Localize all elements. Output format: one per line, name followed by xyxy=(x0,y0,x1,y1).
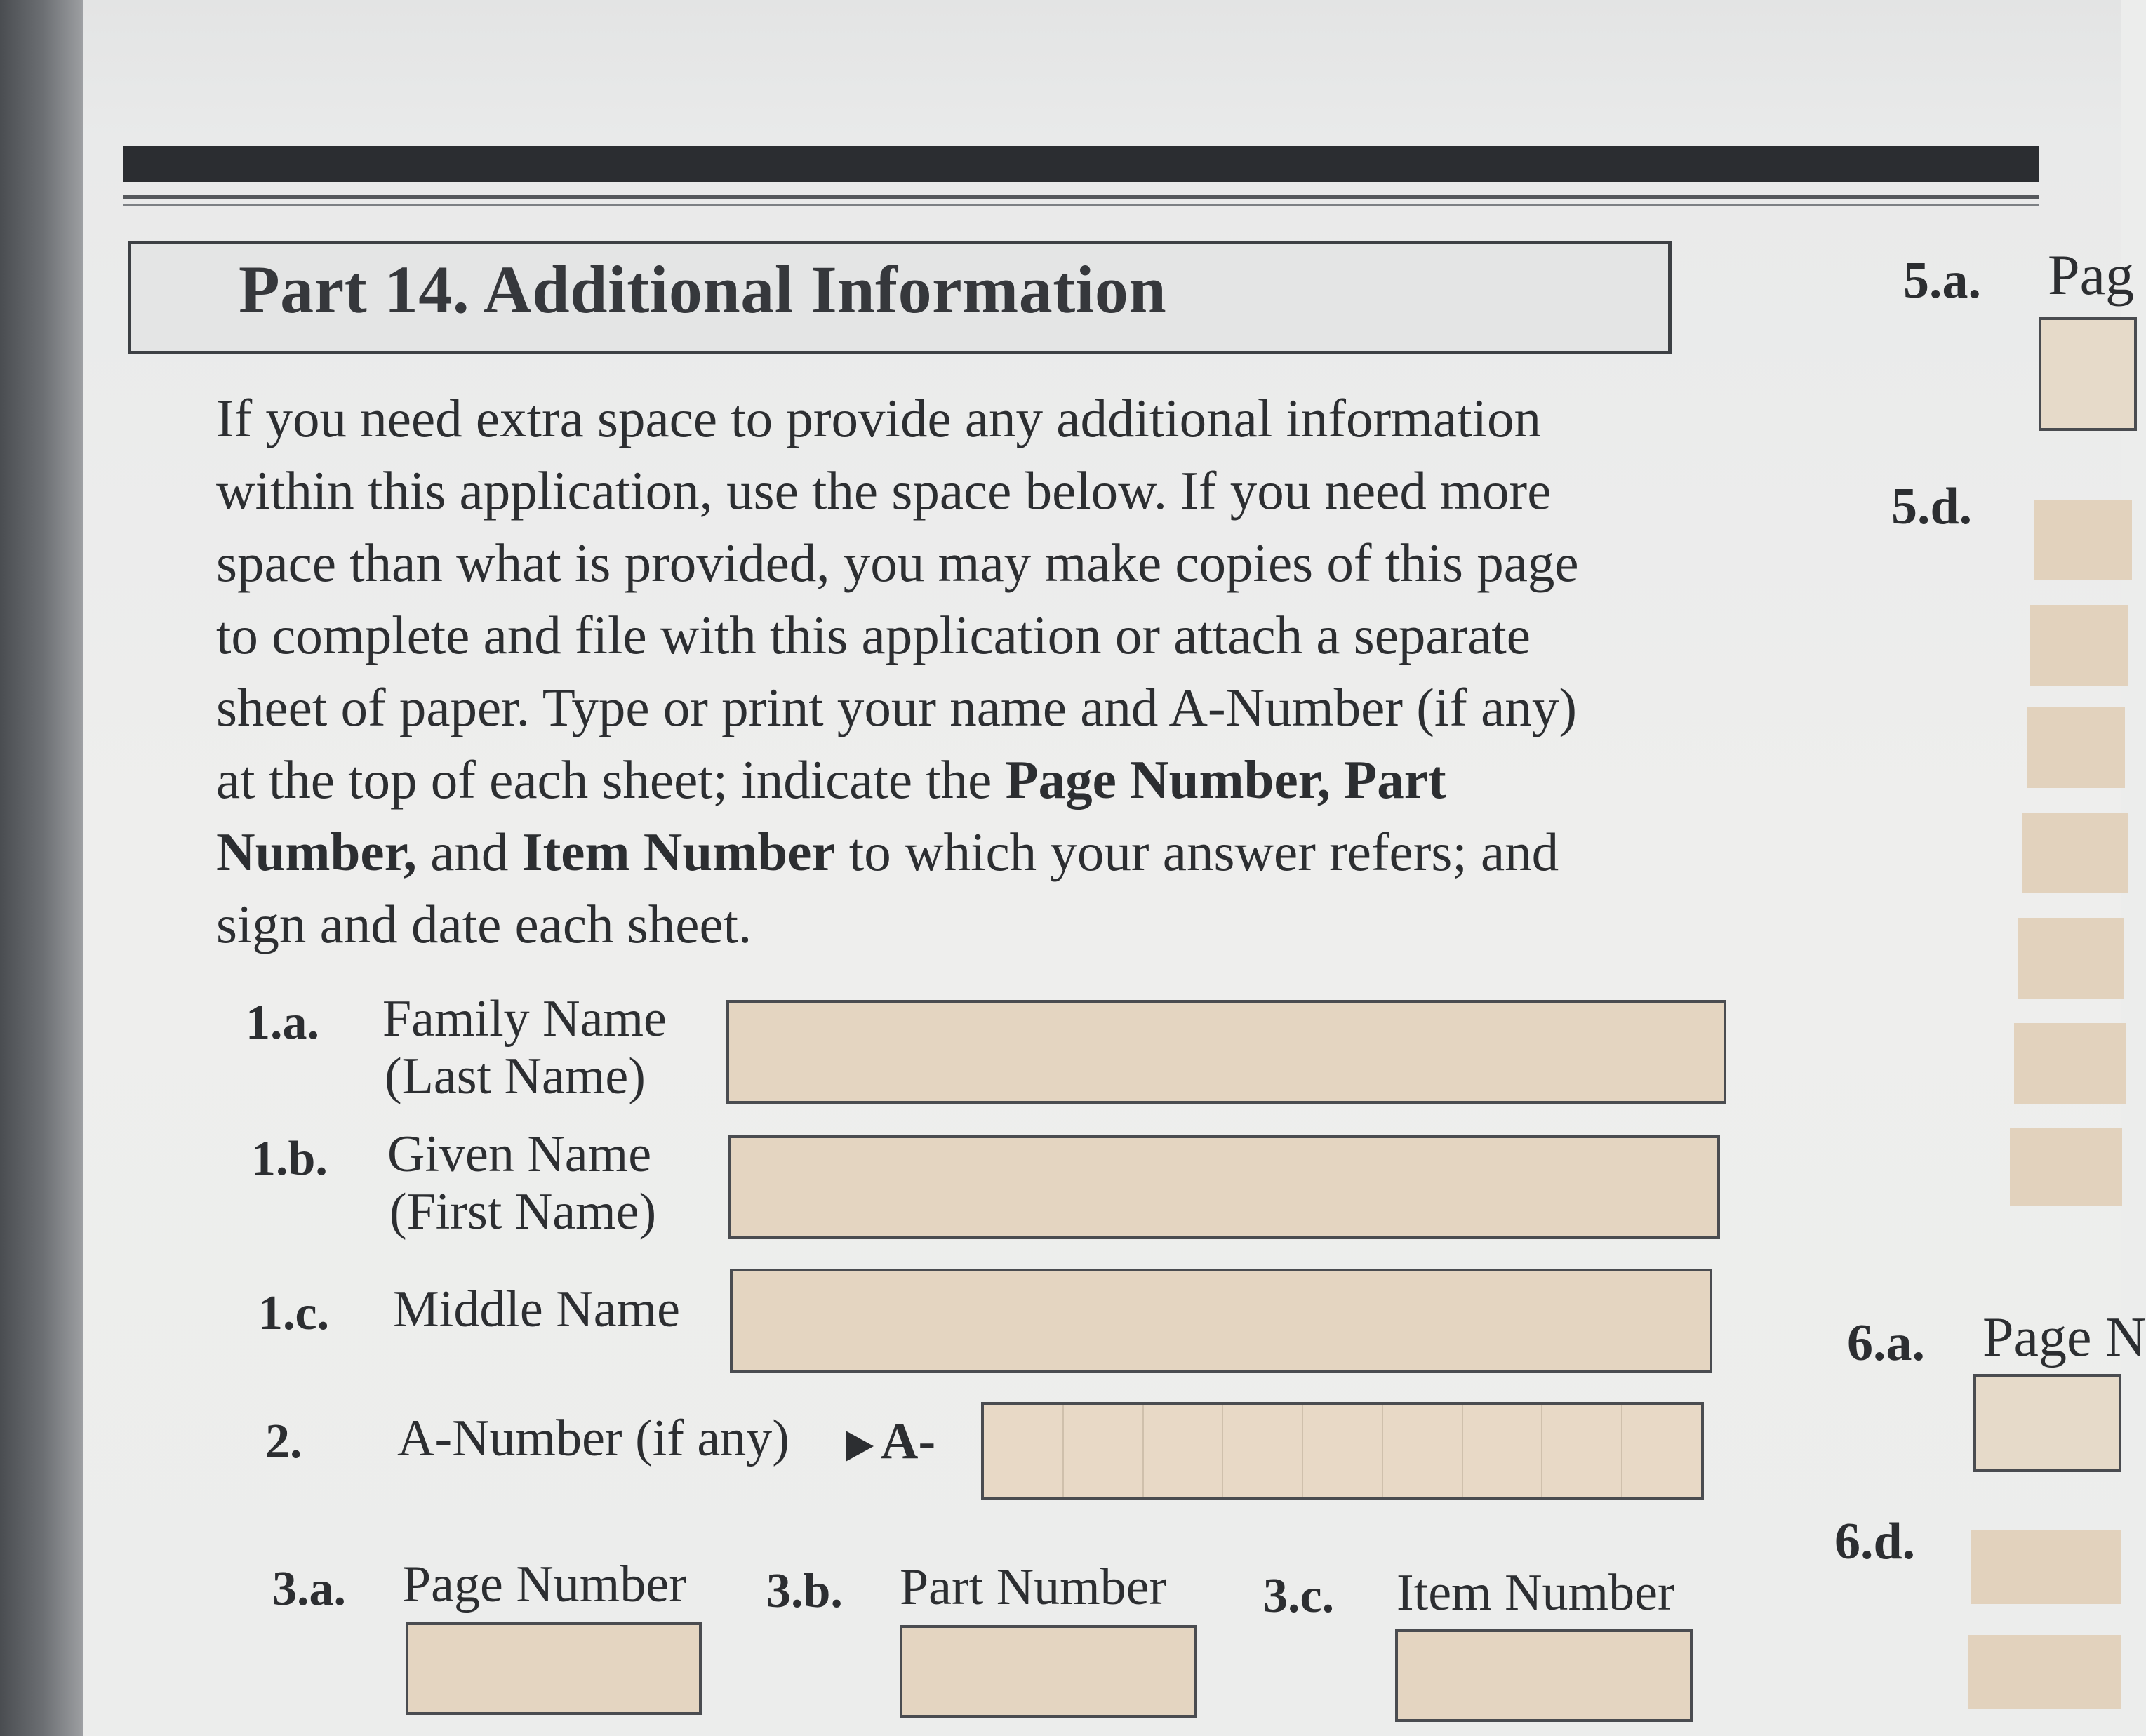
header-rule-thin xyxy=(123,204,2039,206)
item-number-1c: 1.c. xyxy=(258,1286,330,1340)
instructions-text: to which your answer refers; and xyxy=(835,822,1559,882)
item-number-3a: 3.a. xyxy=(272,1562,346,1616)
a-number-prefix xyxy=(846,1412,935,1471)
item-number-2: 2. xyxy=(265,1415,302,1469)
instructions-line: space than what is provided, you may make copies of this page xyxy=(216,533,1579,593)
right-input-5d-line[interactable] xyxy=(2010,1128,2122,1206)
a-number-label: A-Number (if any) xyxy=(397,1410,789,1467)
a-number-cell[interactable] xyxy=(1463,1405,1543,1497)
right-input-5d-line[interactable] xyxy=(2027,707,2125,788)
family-name-sublabel: (Last Name) xyxy=(385,1048,646,1105)
given-name-input[interactable] xyxy=(728,1135,1720,1239)
arrow-right-icon xyxy=(846,1431,874,1462)
item-number-3b: 3.b. xyxy=(766,1564,843,1618)
right-input-6d-line[interactable] xyxy=(1971,1530,2121,1604)
instructions-line xyxy=(216,816,1781,888)
header-bar xyxy=(123,146,2039,182)
item-number-6d: 6.d. xyxy=(1834,1513,1916,1570)
instructions-line: within this application, use the space below. If you need more xyxy=(216,460,1552,521)
right-input-5d-line[interactable] xyxy=(2018,918,2124,999)
right-input-6a[interactable] xyxy=(1973,1374,2121,1472)
a-number-cell[interactable] xyxy=(1144,1405,1224,1497)
part-number-label: Part Number xyxy=(900,1558,1167,1616)
a-number-cell[interactable] xyxy=(1064,1405,1144,1497)
family-name-input[interactable] xyxy=(726,1000,1726,1104)
instructions-line: sheet of paper. Type or print your name and A-Number (if any) xyxy=(216,677,1577,737)
instructions xyxy=(216,382,1781,961)
part-title: Part 14. Additional Information xyxy=(239,252,1167,327)
a-number-cell[interactable] xyxy=(1303,1405,1383,1497)
right-page-label-5a: Pag xyxy=(2048,243,2134,307)
instructions-line: sign and date each sheet. xyxy=(216,894,752,954)
right-input-6d-line[interactable] xyxy=(1968,1635,2121,1709)
a-number-cell[interactable] xyxy=(1223,1405,1303,1497)
right-input-5d-line[interactable] xyxy=(2034,500,2132,580)
instructions-text: and xyxy=(416,822,522,882)
instructions-line xyxy=(216,744,1781,816)
item-number-label: Item Number xyxy=(1397,1564,1675,1622)
middle-name-input[interactable] xyxy=(730,1269,1712,1373)
given-name-sublabel: (First Name) xyxy=(389,1183,657,1241)
item-number-input[interactable] xyxy=(1395,1629,1693,1722)
item-number-3c: 3.c. xyxy=(1263,1569,1335,1623)
a-number-cell[interactable] xyxy=(1383,1405,1463,1497)
instructions-bold: Item Number xyxy=(521,822,836,882)
a-number-cell[interactable] xyxy=(1542,1405,1622,1497)
instructions-line: to complete and file with this application or attach a separate xyxy=(216,605,1531,665)
page-number-input[interactable] xyxy=(406,1622,702,1715)
item-number-1b: 1.b. xyxy=(251,1132,328,1186)
item-number-5a: 5.a. xyxy=(1903,252,1981,309)
right-page-label-6a: Page N xyxy=(1982,1307,2146,1368)
instructions-line: If you need extra space to provide any additional information xyxy=(216,388,1542,448)
instructions-text: at the top of each sheet; indicate the xyxy=(216,749,1006,810)
right-input-5d-line[interactable] xyxy=(2014,1023,2126,1104)
right-input-5d-line[interactable] xyxy=(2030,605,2128,686)
header-rule xyxy=(123,195,2039,199)
part-number-input[interactable] xyxy=(900,1625,1197,1718)
item-number-5d: 5.d. xyxy=(1891,478,1973,535)
page-number-label: Page Number xyxy=(402,1556,686,1613)
instructions-bold: Number, xyxy=(216,822,417,882)
item-number-6a: 6.a. xyxy=(1847,1314,1925,1372)
item-number-1a: 1.a. xyxy=(246,996,319,1050)
a-number-cell[interactable] xyxy=(984,1405,1064,1497)
a-number-cell[interactable] xyxy=(1622,1405,1701,1497)
a-number-input[interactable] xyxy=(981,1402,1704,1500)
right-input-5d-line[interactable] xyxy=(2022,813,2128,893)
given-name-label: Given Name xyxy=(387,1126,652,1183)
family-name-label: Family Name xyxy=(382,990,667,1048)
a-number-prefix-text: A- xyxy=(881,1413,936,1470)
right-input-5a[interactable] xyxy=(2039,317,2137,431)
a-number-cells xyxy=(984,1405,1701,1497)
middle-name-label: Middle Name xyxy=(393,1281,680,1338)
instructions-bold: Page Number, Part xyxy=(1005,749,1446,810)
